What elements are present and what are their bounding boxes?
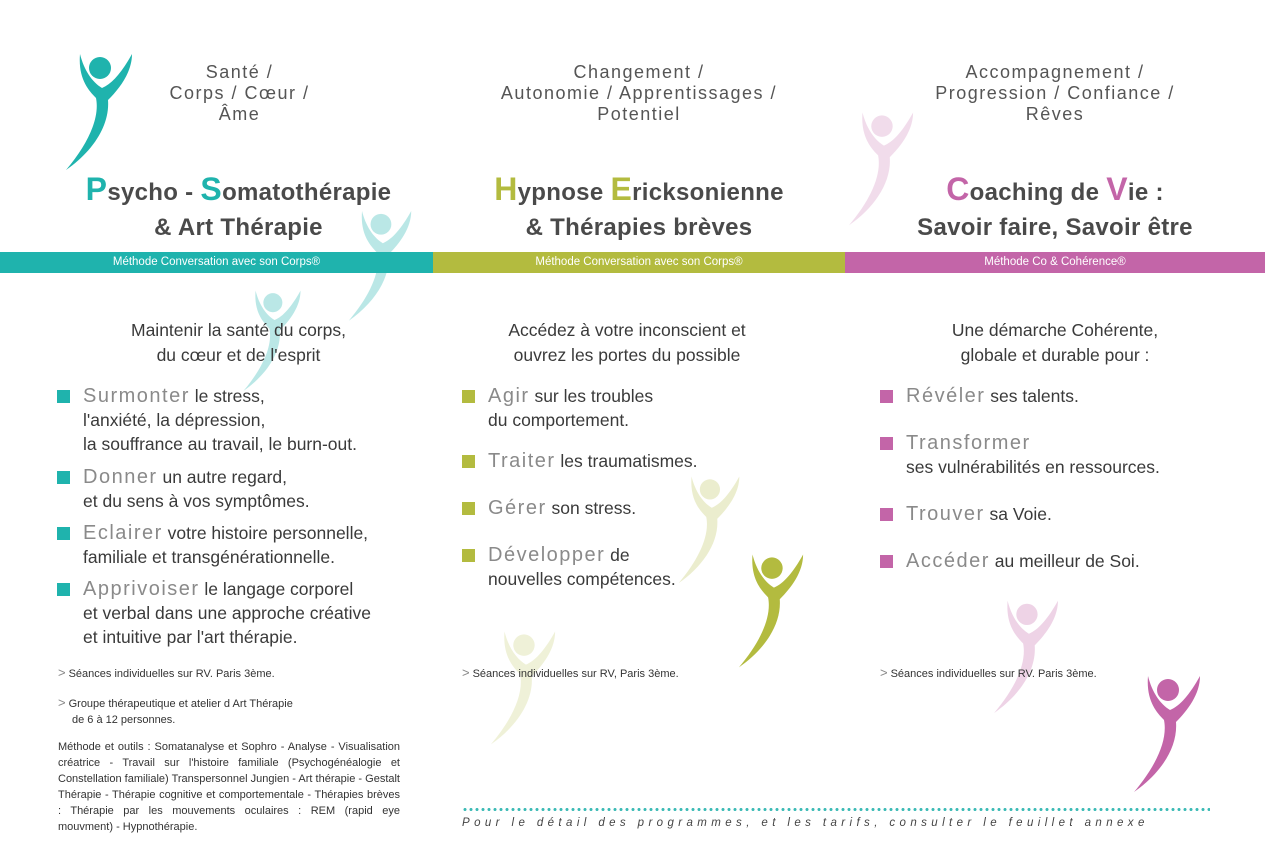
group-note: > Groupe thérapeutique et atelier d Art Thérapie de 6 à 12 personnes. [58,695,293,726]
square-bullet-icon [462,390,475,403]
column-coaching [845,0,1265,867]
intro-text: Maintenir la santé du corps, du cœur et de l'esprit [131,320,346,365]
list-item: Surmonter le stress, l'anxiété, la dépression, la souffrance au travail, le burn-out. [57,384,421,465]
list-item: Révéler ses talents. [880,384,1265,431]
list-item: Trouver sa Voie. [880,502,1265,549]
list-item: Agir sur les troubles du comportement. [462,384,845,449]
list-item: Apprivoiser le langage corporel et verbal dans une approche créative et intuitive par l'art thérapie. [57,577,421,649]
keywords: Accompagnement / Progression / Confiance / Rêves [935,62,1175,124]
square-bullet-icon [880,437,893,450]
column-psycho-somatotherapie [0,0,421,867]
methods-paragraph: Méthode et outils : Somatanalyse et Sophro - Analyse - Visualisation créatrice - Travail sur l'histoire familiale (Psychogénéalogie et Constellation familiale) Transpersonnel Jungien - Art thérapie - Gestalt Thérapie - Thérapie cognitive et comportementale - Thérapies brèves : Thérapie par les mouvements oculaires : REM (rapid eye mouvment) - Hypnothérapie. [58,741,400,833]
keywords: Changement / Autonomie / Apprentissages / Potentiel [500,62,778,124]
square-bullet-icon [57,527,70,540]
list-item: Gérer son stress. [462,496,845,543]
footer-note: Pour le détail des programmes, et les tarifs, consulter le feuillet annexe [462,817,1149,829]
intro-text: Une démarche Cohérente, globale et durable pour : [951,320,1159,365]
session-note: > Séances individuelles sur RV. Paris 3ème. [880,665,1097,680]
square-bullet-icon [880,508,893,521]
square-bullet-icon [57,471,70,484]
bullet-list [57,384,421,649]
section-title: Coaching de Vie : Savoir faire, Savoir être [917,171,1193,241]
section-title: Psycho - Somatothérapie & Art Thérapie [85,171,392,241]
list-item: Traiter les traumatismes. [462,449,845,496]
square-bullet-icon [880,555,893,568]
bullet-list [880,384,1265,573]
session-note: > Séances individuelles sur RV, Paris 3ème. [462,665,679,680]
section-title: Hypnose Ericksonienne & Thérapies brèves [494,171,784,241]
session-note: > Séances individuelles sur RV. Paris 3ème. [58,665,275,680]
intro-text: Accédez à votre inconscient et ouvrez les portes du possible [508,320,746,365]
square-bullet-icon [57,583,70,596]
square-bullet-icon [880,390,893,403]
list-item: Transformer ses vulnérabilités en ressources. [880,431,1265,502]
list-item: Accéder au meilleur de Soi. [880,549,1265,573]
square-bullet-icon [462,502,475,515]
list-item: Développer de nouvelles compétences. [462,543,845,591]
method-band: Méthode Co & Cohérence® [845,252,1265,273]
method-band: Méthode Conversation avec son Corps® [0,252,433,273]
list-item: Donner un autre regard, et du sens à vos symptômes. [57,465,421,521]
column-hypnose [433,0,845,867]
square-bullet-icon [462,549,475,562]
method-band: Méthode Conversation avec son Corps® [433,252,845,273]
list-item: Eclairer votre histoire personnelle, familiale et transgénérationnelle. [57,521,421,577]
square-bullet-icon [462,455,475,468]
dotted-divider [462,806,1210,813]
square-bullet-icon [57,390,70,403]
bullet-list [462,384,845,591]
keywords: Santé / Corps / Cœur / Âme [169,62,310,124]
